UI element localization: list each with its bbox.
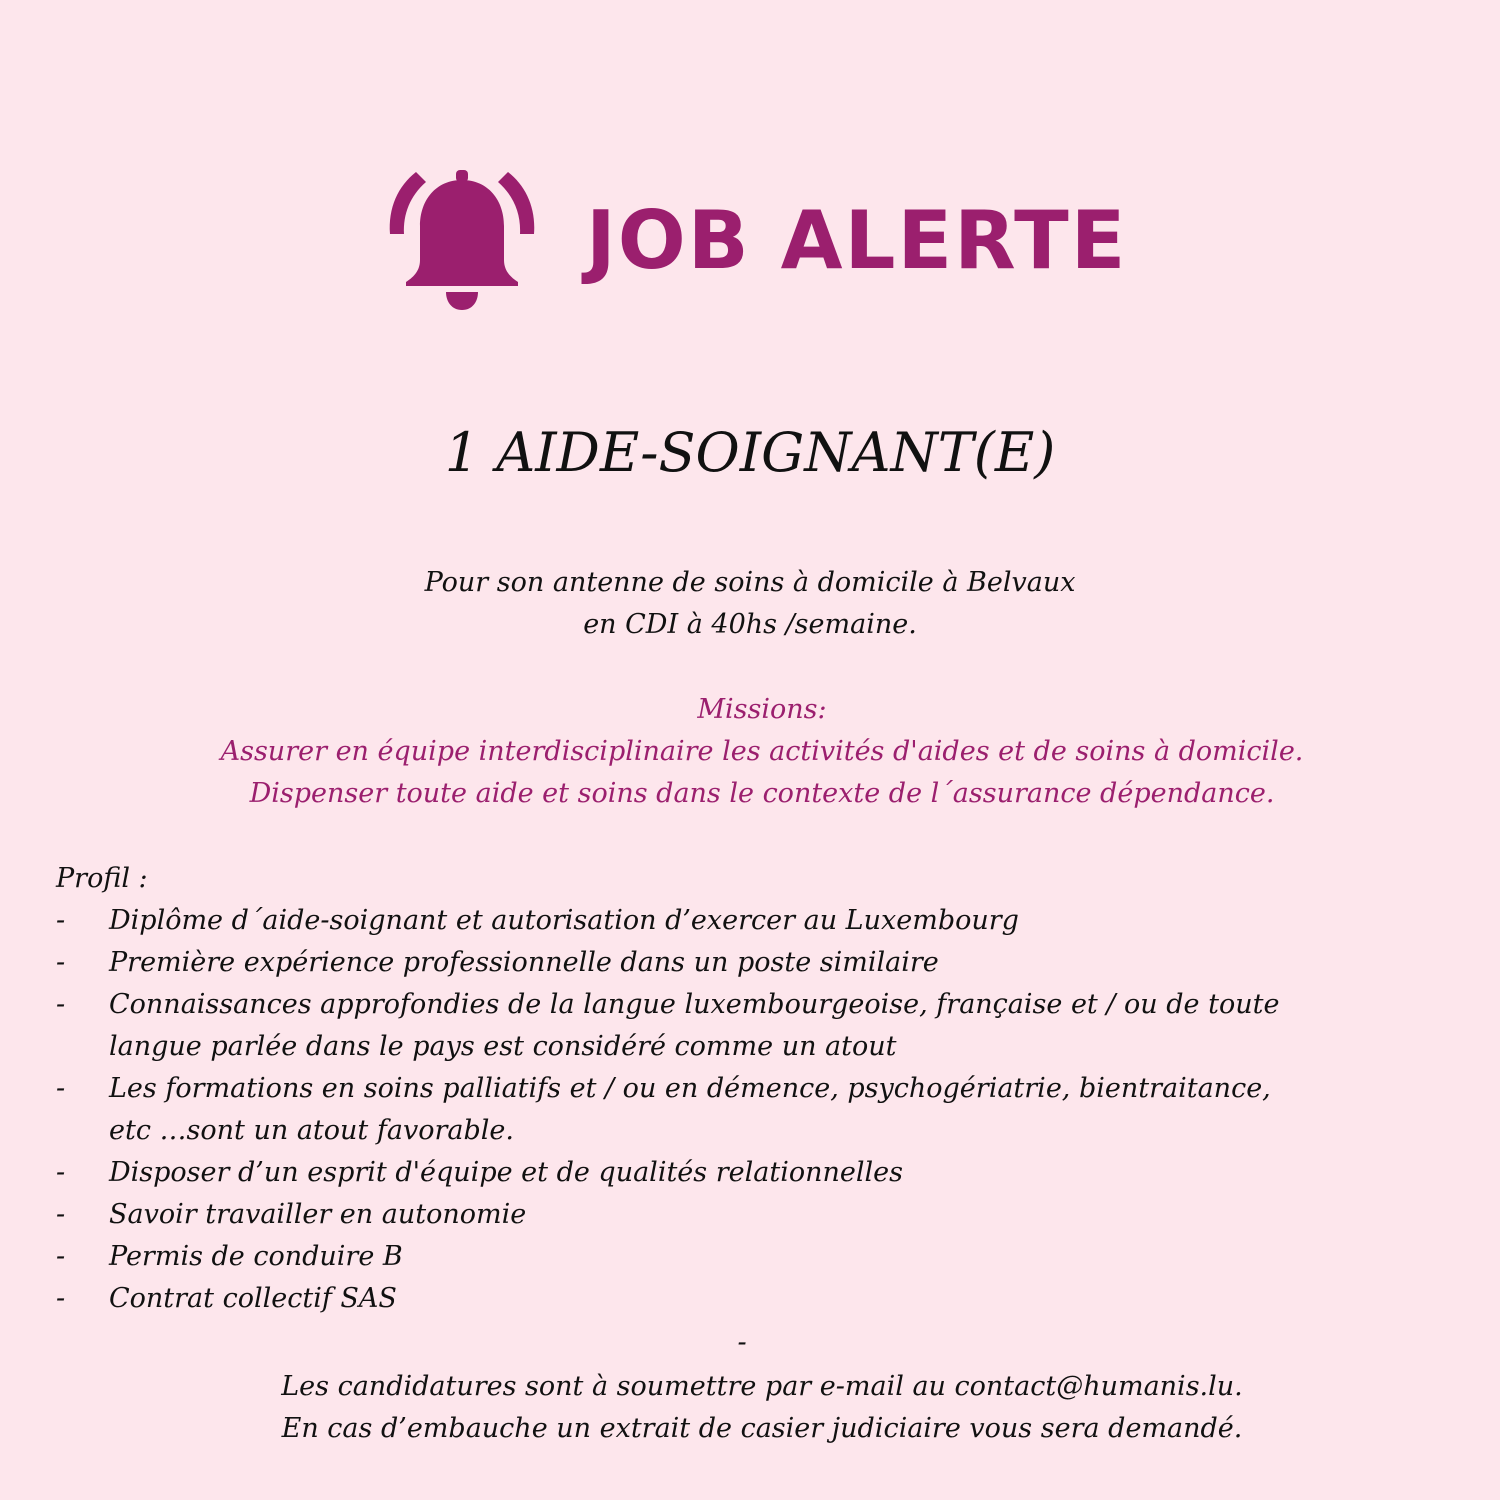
bullet-dash: - — [56, 989, 66, 1020]
bullet-dash: - — [56, 1241, 66, 1272]
missions-section — [0, 689, 1500, 815]
bullet-dash: - — [56, 1283, 66, 1314]
profile-item — [56, 942, 1476, 984]
profile-item-text: Diplôme d´aide-soignant et autorisation d’exercer au Luxembourg — [109, 905, 1019, 936]
profile-item-text-continued: etc …sont un atout favorable. — [109, 1115, 514, 1146]
footer-apply-line: Les candidatures sont à soumettre par e-mail au contact@humanis.lu. — [281, 1371, 1243, 1402]
header-title: JOB ALERTE — [586, 193, 1128, 287]
profile-item — [56, 1152, 1476, 1194]
job-alert-header — [386, 168, 1127, 313]
profile-item — [56, 1068, 1476, 1152]
profile-item-text: Disposer d’un esprit d'équipe et de qualités relationnelles — [109, 1157, 903, 1188]
profile-item-text: Première expérience professionnelle dans un poste similaire — [109, 947, 939, 978]
job-title: 1 AIDE-SOIGNANT(E) — [444, 421, 1056, 484]
profile-item-text: Permis de conduire B — [109, 1241, 403, 1272]
missions-heading: Missions: — [697, 694, 827, 725]
profile-item — [56, 1278, 1476, 1320]
profile-item — [56, 1194, 1476, 1236]
intro-line-contract: en CDI à 40hs /semaine. — [583, 609, 917, 640]
section-separator: - — [737, 1327, 747, 1358]
bullet-dash: - — [56, 947, 66, 978]
missions-line: Assurer en équipe interdisciplinaire les activités d'aides et de soins à domicile. — [220, 736, 1304, 767]
profile-list — [56, 900, 1476, 1320]
missions-line: Dispenser toute aide et soins dans le contexte de l´assurance dépendance. — [249, 778, 1275, 809]
profile-heading: Profil : — [56, 863, 148, 894]
bullet-dash: - — [56, 1199, 66, 1230]
profile-item-text: Contrat collectif SAS — [109, 1283, 397, 1314]
profile-item-text-continued: langue parlée dans le pays est considéré comme un atout — [109, 1031, 897, 1062]
profile-item-text: Connaissances approfondies de la langue luxembourgeoise, française et / ou de toute — [109, 989, 1280, 1020]
profile-item — [56, 984, 1476, 1068]
profile-section — [56, 858, 1476, 1320]
profile-item — [56, 1236, 1476, 1278]
application-footer — [0, 1366, 1500, 1450]
footer-record-line: En cas d’embauche un extrait de casier judiciaire vous sera demandé. — [281, 1413, 1243, 1444]
profile-item — [56, 900, 1476, 942]
intro — [0, 562, 1500, 646]
intro-line-location: Pour son antenne de soins à domicile à Belvaux — [424, 567, 1076, 598]
bullet-dash: - — [56, 905, 66, 936]
bullet-dash: - — [56, 1157, 66, 1188]
profile-item-text: Les formations en soins palliatifs et / ou en démence, psychogériatrie, bientraitance, — [109, 1073, 1271, 1104]
bullet-dash: - — [56, 1073, 66, 1104]
bell-ringing-icon — [386, 168, 538, 313]
profile-item-text: Savoir travailler en autonomie — [109, 1199, 527, 1230]
